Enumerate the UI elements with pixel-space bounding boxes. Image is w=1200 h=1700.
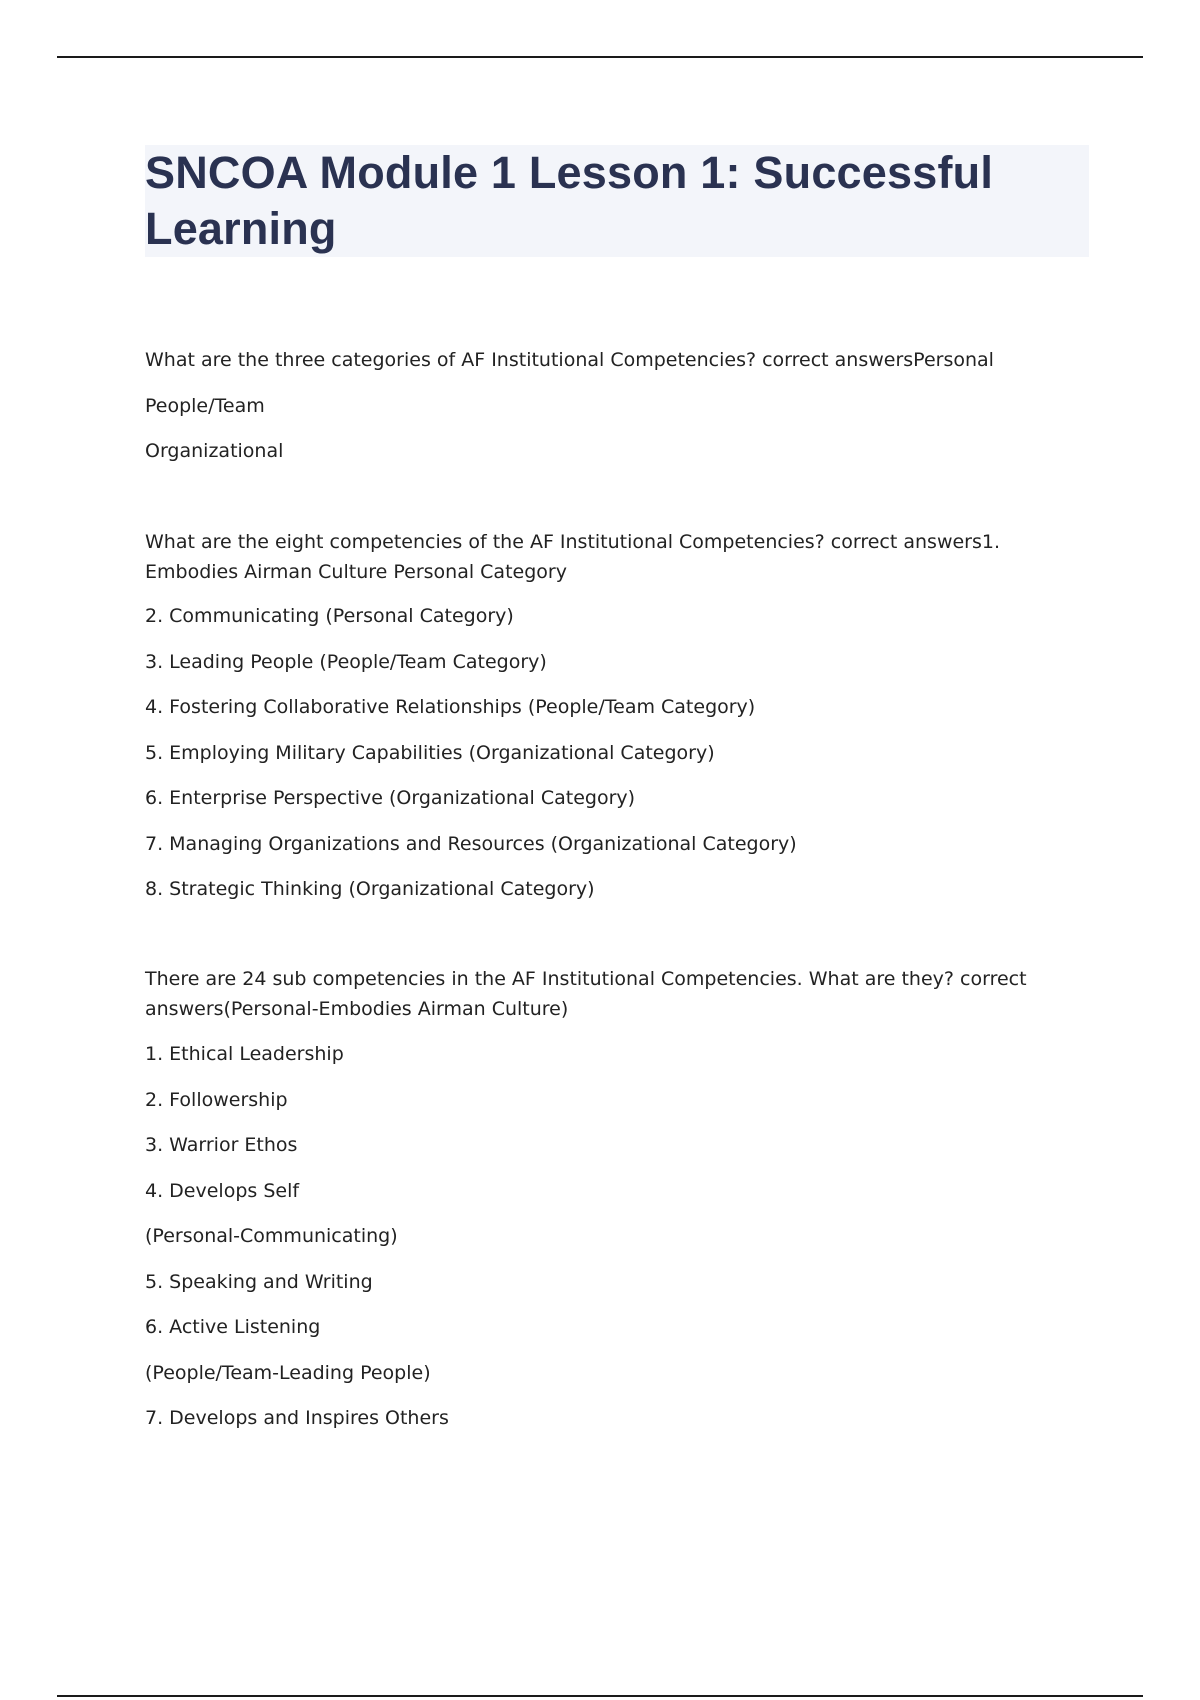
question-2: What are the eight competencies of the AF Institutional Competencies? correct answers1. Embodies Airman Culture Personal Category	[145, 531, 1001, 583]
answer-line: (Personal-Communicating)	[145, 1225, 398, 1247]
answer-line: 6. Enterprise Perspective (Organizational Category)	[145, 787, 636, 809]
answer-line: People/Team	[145, 395, 265, 417]
answer-line: 7. Develops and Inspires Others	[145, 1407, 449, 1429]
answer-line: 4. Develops Self	[145, 1180, 300, 1202]
answer-line: 2. Communicating (Personal Category)	[145, 605, 514, 627]
answer-line: 3. Leading People (People/Team Category)	[145, 651, 547, 673]
answer-line: (People/Team-Leading People)	[145, 1362, 431, 1384]
answer-line: 7. Managing Organizations and Resources (Organizational Category)	[145, 833, 797, 855]
top-rule	[57, 56, 1143, 58]
answer-line: 6. Active Listening	[145, 1316, 321, 1338]
answer-line: 2. Followership	[145, 1089, 288, 1111]
question-3: There are 24 sub competencies in the AF Institutional Competencies. What are they? correct answers(Personal-Embodies Airman Culture)	[145, 968, 1027, 1020]
answer-line: Organizational	[145, 440, 284, 462]
title-block	[145, 145, 1089, 257]
document-title: SNCOA Module 1 Lesson 1: Successful Learning	[145, 147, 994, 254]
answer-line: 4. Fostering Collaborative Relationships (People/Team Category)	[145, 696, 756, 718]
question-1: What are the three categories of AF Institutional Competencies? correct answersPersonal	[145, 349, 994, 371]
answer-line: 5. Employing Military Capabilities (Organizational Category)	[145, 742, 715, 764]
answer-line: 8. Strategic Thinking (Organizational Category)	[145, 878, 595, 900]
answer-line: 3. Warrior Ethos	[145, 1134, 298, 1156]
bottom-rule	[57, 1695, 1143, 1697]
answer-line: 5. Speaking and Writing	[145, 1271, 373, 1293]
answer-line: 1. Ethical Leadership	[145, 1043, 344, 1065]
